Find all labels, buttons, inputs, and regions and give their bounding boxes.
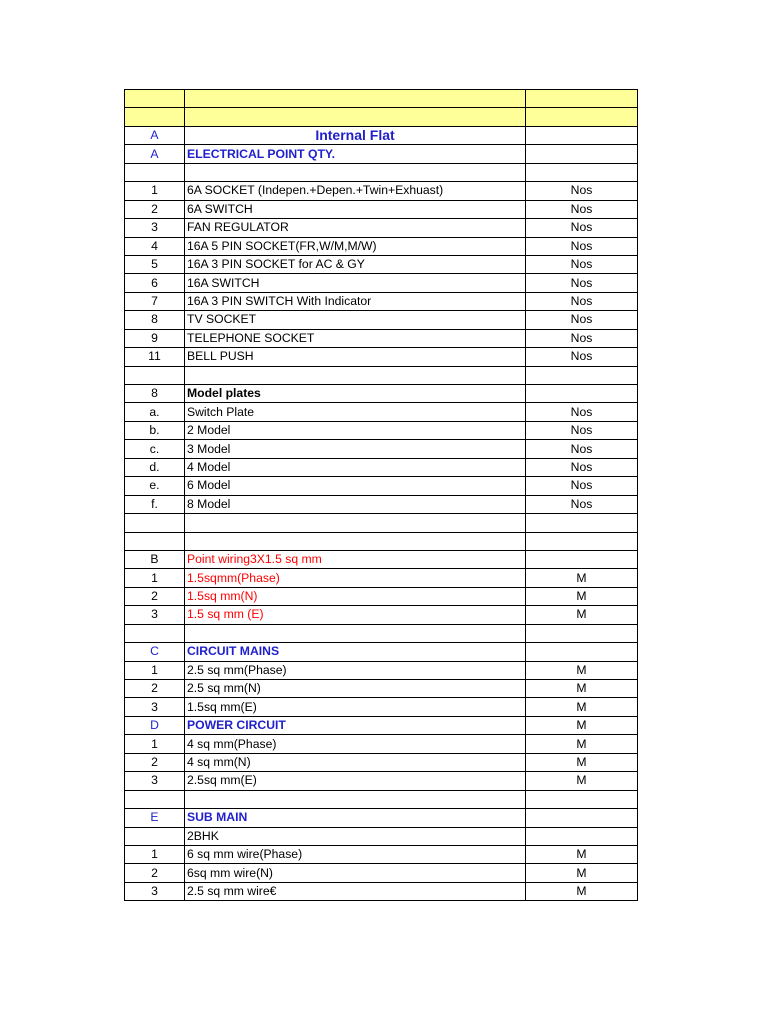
table-row (125, 532, 638, 550)
item-number-cell[interactable]: 3 (125, 698, 185, 716)
unit-cell[interactable]: Nos (526, 200, 638, 218)
unit-cell[interactable]: Nos (526, 329, 638, 347)
item-number-cell[interactable]: 3 (125, 882, 185, 900)
table-row (125, 772, 638, 790)
unit-cell[interactable]: Nos (526, 182, 638, 200)
unit-cell[interactable]: M (526, 753, 638, 771)
description-cell[interactable] (185, 108, 526, 126)
table-row (125, 606, 638, 624)
item-number-cell[interactable]: a. (125, 403, 185, 421)
description-cell[interactable]: 2.5 sq mm(Phase) (185, 661, 526, 679)
description-cell[interactable]: SUB MAIN (185, 809, 526, 827)
table-row (125, 495, 638, 513)
item-number-cell[interactable]: 1 (125, 569, 185, 587)
table-row (125, 145, 638, 163)
table-row (125, 624, 638, 642)
unit-cell[interactable]: Nos (526, 495, 638, 513)
unit-cell[interactable] (526, 809, 638, 827)
table-row (125, 643, 638, 661)
unit-cell[interactable]: M (526, 569, 638, 587)
table-row (125, 458, 638, 476)
table-row (125, 827, 638, 845)
item-number-cell[interactable]: 2 (125, 200, 185, 218)
item-number-cell[interactable] (125, 624, 185, 642)
unit-cell[interactable]: Nos (526, 219, 638, 237)
description-cell[interactable]: 1.5sq mm(E) (185, 698, 526, 716)
item-number-cell[interactable]: 1 (125, 735, 185, 753)
item-number-cell[interactable]: 11 (125, 348, 185, 366)
item-number-cell[interactable]: 1 (125, 182, 185, 200)
description-cell[interactable]: 16A 5 PIN SOCKET(FR,W/M,M/W) (185, 237, 526, 255)
unit-cell[interactable]: Nos (526, 440, 638, 458)
description-cell[interactable] (185, 163, 526, 181)
table-row (125, 569, 638, 587)
description-cell[interactable]: Model plates (185, 385, 526, 403)
electrical-quantity-table (124, 89, 638, 901)
table-row (125, 163, 638, 181)
description-cell[interactable]: TELEPHONE SOCKET (185, 329, 526, 347)
item-number-cell[interactable]: 4 (125, 237, 185, 255)
item-number-cell[interactable]: A (125, 126, 185, 144)
unit-cell[interactable]: M (526, 606, 638, 624)
table-row (125, 514, 638, 532)
table-row (125, 182, 638, 200)
table-row (125, 716, 638, 734)
unit-cell[interactable]: Nos (526, 274, 638, 292)
table-row (125, 735, 638, 753)
description-cell[interactable] (185, 624, 526, 642)
description-cell[interactable]: 2.5sq mm(E) (185, 772, 526, 790)
table-row (125, 311, 638, 329)
description-cell[interactable]: 1.5sq mm(N) (185, 587, 526, 605)
description-cell[interactable]: 2BHK (185, 827, 526, 845)
table-row (125, 255, 638, 273)
unit-cell[interactable] (526, 366, 638, 384)
description-cell[interactable] (185, 790, 526, 808)
item-number-cell[interactable]: e. (125, 477, 185, 495)
description-cell[interactable]: 3 Model (185, 440, 526, 458)
unit-cell[interactable] (526, 108, 638, 126)
table-row (125, 90, 638, 108)
item-number-cell[interactable]: 9 (125, 329, 185, 347)
table-row (125, 108, 638, 126)
description-cell[interactable]: CIRCUIT MAINS (185, 643, 526, 661)
item-number-cell[interactable]: d. (125, 458, 185, 476)
unit-cell[interactable]: M (526, 864, 638, 882)
unit-cell[interactable] (526, 643, 638, 661)
unit-cell[interactable]: M (526, 587, 638, 605)
unit-cell[interactable] (526, 126, 638, 144)
item-number-cell[interactable]: D (125, 716, 185, 734)
item-number-cell[interactable]: 8 (125, 311, 185, 329)
unit-cell[interactable]: M (526, 735, 638, 753)
table-row (125, 698, 638, 716)
table-row (125, 882, 638, 900)
item-number-cell[interactable] (125, 90, 185, 108)
description-cell[interactable]: ELECTRICAL POINT QTY. (185, 145, 526, 163)
item-number-cell[interactable]: 3 (125, 772, 185, 790)
item-number-cell[interactable]: 2 (125, 864, 185, 882)
item-number-cell[interactable] (125, 827, 185, 845)
unit-cell[interactable]: Nos (526, 421, 638, 439)
description-cell[interactable]: 6sq mm wire(N) (185, 864, 526, 882)
description-cell[interactable]: 1.5sqmm(Phase) (185, 569, 526, 587)
item-number-cell[interactable]: 8 (125, 385, 185, 403)
unit-cell[interactable] (526, 145, 638, 163)
table-row (125, 126, 638, 144)
item-number-cell[interactable]: 2 (125, 680, 185, 698)
description-cell[interactable]: Internal Flat (185, 126, 526, 144)
item-number-cell[interactable]: 5 (125, 255, 185, 273)
item-number-cell[interactable] (125, 366, 185, 384)
unit-cell[interactable]: M (526, 698, 638, 716)
description-cell[interactable]: 4 sq mm(Phase) (185, 735, 526, 753)
table-row (125, 329, 638, 347)
unit-cell[interactable] (526, 790, 638, 808)
description-cell[interactable] (185, 514, 526, 532)
unit-cell[interactable] (526, 532, 638, 550)
table-row (125, 661, 638, 679)
description-cell[interactable]: BELL PUSH (185, 348, 526, 366)
description-cell[interactable] (185, 90, 526, 108)
description-cell[interactable]: 6A SOCKET (Indepen.+Depen.+Twin+Exhuast) (185, 182, 526, 200)
description-cell[interactable]: 8 Model (185, 495, 526, 513)
unit-cell[interactable]: Nos (526, 477, 638, 495)
item-number-cell[interactable] (125, 163, 185, 181)
item-number-cell[interactable] (125, 108, 185, 126)
description-cell[interactable] (185, 532, 526, 550)
description-cell[interactable]: 16A SWITCH (185, 274, 526, 292)
description-cell[interactable]: Point wiring3X1.5 sq mm (185, 550, 526, 568)
table-row (125, 680, 638, 698)
table-row (125, 790, 638, 808)
table-row (125, 403, 638, 421)
unit-cell[interactable]: Nos (526, 255, 638, 273)
unit-cell[interactable] (526, 624, 638, 642)
unit-cell[interactable]: M (526, 680, 638, 698)
unit-cell[interactable]: Nos (526, 311, 638, 329)
unit-cell[interactable]: Nos (526, 348, 638, 366)
unit-cell[interactable] (526, 550, 638, 568)
table-body (125, 90, 638, 901)
table-row (125, 440, 638, 458)
unit-cell[interactable]: Nos (526, 292, 638, 310)
table-row (125, 753, 638, 771)
item-number-cell[interactable]: 1 (125, 845, 185, 863)
table-row (125, 219, 638, 237)
item-number-cell[interactable] (125, 514, 185, 532)
description-cell[interactable]: 1.5 sq mm (E) (185, 606, 526, 624)
table-row (125, 385, 638, 403)
item-number-cell[interactable]: 1 (125, 661, 185, 679)
description-cell[interactable]: 2 Model (185, 421, 526, 439)
description-cell[interactable] (185, 366, 526, 384)
unit-cell[interactable]: M (526, 882, 638, 900)
item-number-cell[interactable]: 2 (125, 753, 185, 771)
item-number-cell[interactable]: B (125, 550, 185, 568)
item-number-cell[interactable]: E (125, 809, 185, 827)
unit-cell[interactable] (526, 514, 638, 532)
table-row (125, 348, 638, 366)
item-number-cell[interactable]: A (125, 145, 185, 163)
description-cell[interactable]: Switch Plate (185, 403, 526, 421)
description-cell[interactable]: 16A 3 PIN SWITCH With Indicator (185, 292, 526, 310)
item-number-cell[interactable]: 7 (125, 292, 185, 310)
item-number-cell[interactable] (125, 532, 185, 550)
table-row (125, 477, 638, 495)
table-row (125, 366, 638, 384)
item-number-cell[interactable]: C (125, 643, 185, 661)
unit-cell[interactable]: Nos (526, 403, 638, 421)
item-number-cell[interactable]: b. (125, 421, 185, 439)
description-cell[interactable]: 16A 3 PIN SOCKET for AC & GY (185, 255, 526, 273)
description-cell[interactable]: FAN REGULATOR (185, 219, 526, 237)
description-cell[interactable]: POWER CIRCUIT (185, 716, 526, 734)
unit-cell[interactable] (526, 90, 638, 108)
table-row (125, 421, 638, 439)
description-cell[interactable]: TV SOCKET (185, 311, 526, 329)
description-cell[interactable]: 6A SWITCH (185, 200, 526, 218)
item-number-cell[interactable]: f. (125, 495, 185, 513)
item-number-cell[interactable]: 3 (125, 606, 185, 624)
table-row (125, 550, 638, 568)
unit-cell[interactable]: M (526, 772, 638, 790)
description-cell[interactable]: 2.5 sq mm(N) (185, 680, 526, 698)
item-number-cell[interactable]: 6 (125, 274, 185, 292)
item-number-cell[interactable]: 2 (125, 587, 185, 605)
unit-cell[interactable] (526, 163, 638, 181)
description-cell[interactable]: 4 sq mm(N) (185, 753, 526, 771)
table-row (125, 587, 638, 605)
table-row (125, 237, 638, 255)
description-cell[interactable]: 2.5 sq mm wire€ (185, 882, 526, 900)
table-row (125, 845, 638, 863)
table-row (125, 274, 638, 292)
unit-cell[interactable] (526, 827, 638, 845)
unit-cell[interactable] (526, 385, 638, 403)
unit-cell[interactable]: Nos (526, 237, 638, 255)
description-cell[interactable]: 6 Model (185, 477, 526, 495)
description-cell[interactable]: 4 Model (185, 458, 526, 476)
unit-cell[interactable]: M (526, 661, 638, 679)
unit-cell[interactable]: Nos (526, 458, 638, 476)
unit-cell[interactable]: M (526, 845, 638, 863)
table-row (125, 200, 638, 218)
item-number-cell[interactable]: 3 (125, 219, 185, 237)
table-row (125, 292, 638, 310)
table-row (125, 864, 638, 882)
table-row (125, 809, 638, 827)
unit-cell[interactable]: M (526, 716, 638, 734)
description-cell[interactable]: 6 sq mm wire(Phase) (185, 845, 526, 863)
item-number-cell[interactable]: c. (125, 440, 185, 458)
item-number-cell[interactable] (125, 790, 185, 808)
